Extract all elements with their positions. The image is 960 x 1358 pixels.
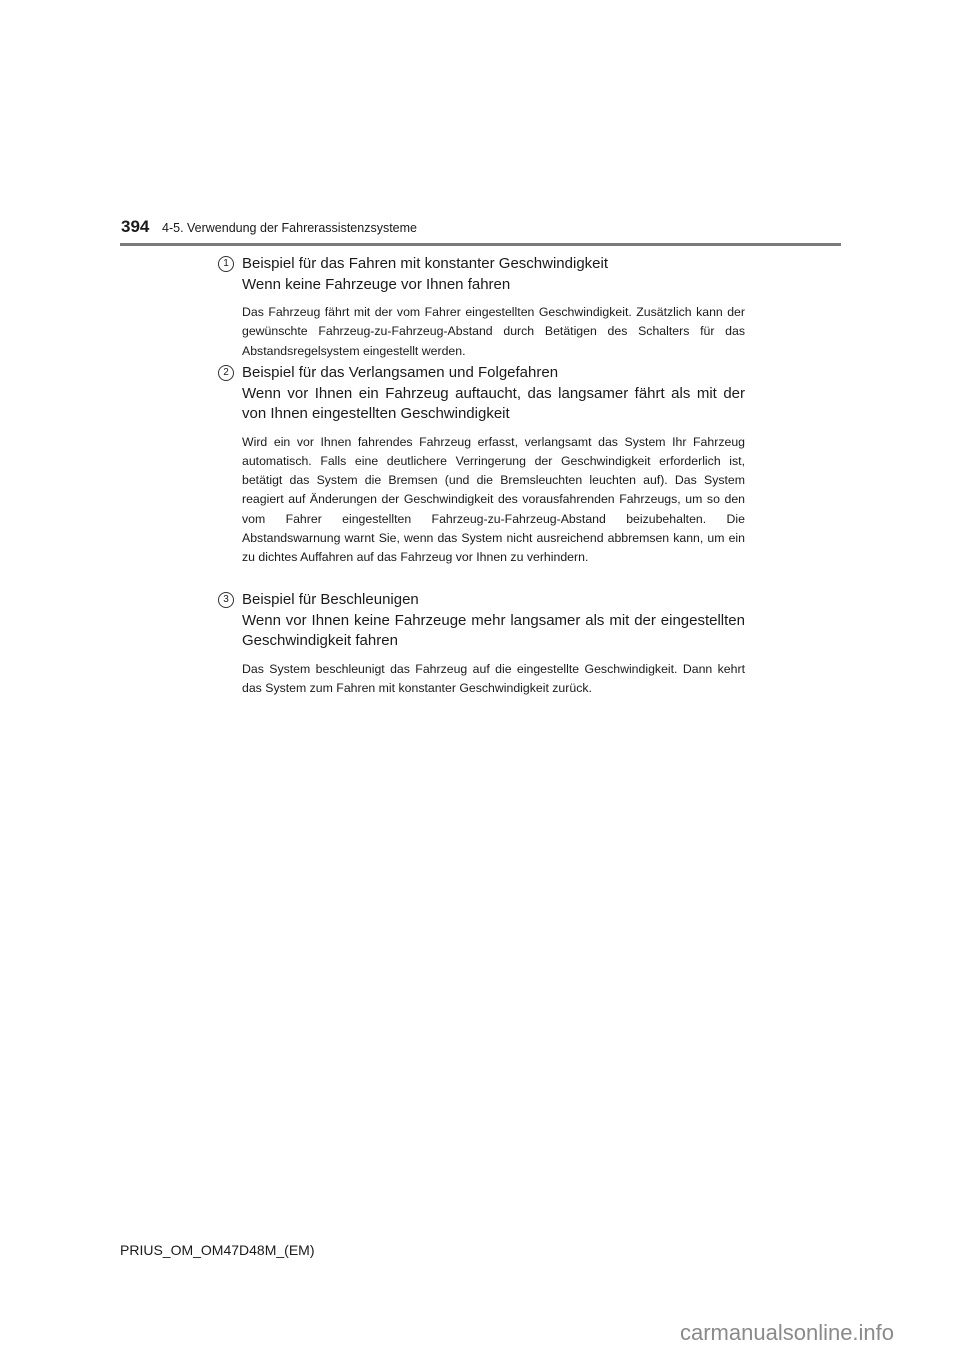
item-body: Das System beschleunigt das Fahrzeug auf die eingestellte Geschwindigkeit. Dann kehrt das System zum Fahren mit konstanter Geschwindigkeit zurück. [242, 661, 745, 695]
circled-number-marker: 2 [218, 365, 234, 381]
watermark: carmanualsonline.info [680, 1320, 895, 1345]
item-heading [242, 254, 745, 295]
section-item-3 [223, 590, 745, 698]
item-heading [242, 590, 745, 652]
heading-line: Beispiel für das Fahren mit konstanter Geschwindigkeit [242, 255, 609, 272]
page-number: 394 [121, 217, 150, 236]
item-body: Das Fahrzeug fährt mit der vom Fahrer eingestellten Geschwindigkeit. Zusätzlich kann der gewünschte Fahrzeug-zu-Fahrzeug-Abstand durch Betätigen des Schalters für das Abstandsregelsystem eingestellt werden. [242, 305, 745, 358]
item-body: Wird ein vor Ihnen fahrendes Fahrzeug erfasst, verlangsamt das System Ihr Fahrzeug automatisch. Falls eine deutlichere Verringerung der Geschwindigkeit erforderlich ist, betätigt das System die Bremsen (und die Bremsleuchten leuchten auf). Das System reagiert auf Änderungen der Geschwindigkeit des vorausfahrenden Fahrzeugs, um so den vom Fahrer eingestellten Fahrzeug-zu-Fahrzeug-Abstand beizubehalten. Die Abstandswarnung warnt Sie, wenn das System nicht ausreichend abbremsen kann, um ein zu dichtes Auffahren auf das Fahrzeug vor Ihnen zu verhindern. [242, 434, 745, 565]
circled-number-marker: 3 [218, 592, 234, 608]
circled-number-marker: 1 [218, 256, 234, 272]
heading-line: Beispiel für das Verlangsamen und Folgefahren [242, 364, 559, 381]
section-item-2 [223, 363, 745, 568]
heading-line: Beispiel für Beschleunigen [242, 591, 419, 608]
header-divider [120, 243, 841, 246]
heading-line: Wenn vor Ihnen ein Fahrzeug auftaucht, das langsamer fährt als mit der von Ihnen eingestellten Geschwindigkeit [242, 384, 745, 422]
chapter-title: 4-5. Verwendung der Fahrerassistenzsysteme [162, 221, 417, 235]
section-item-1 [223, 254, 745, 361]
item-heading [242, 363, 745, 425]
document-code: PRIUS_OM_OM47D48M_(EM) [120, 1242, 315, 1258]
heading-line: Wenn keine Fahrzeuge vor Ihnen fahren [242, 275, 511, 293]
heading-line: Wenn vor Ihnen keine Fahrzeuge mehr langsamer als mit der eingestellten Geschwindigkeit fahren [242, 611, 745, 649]
